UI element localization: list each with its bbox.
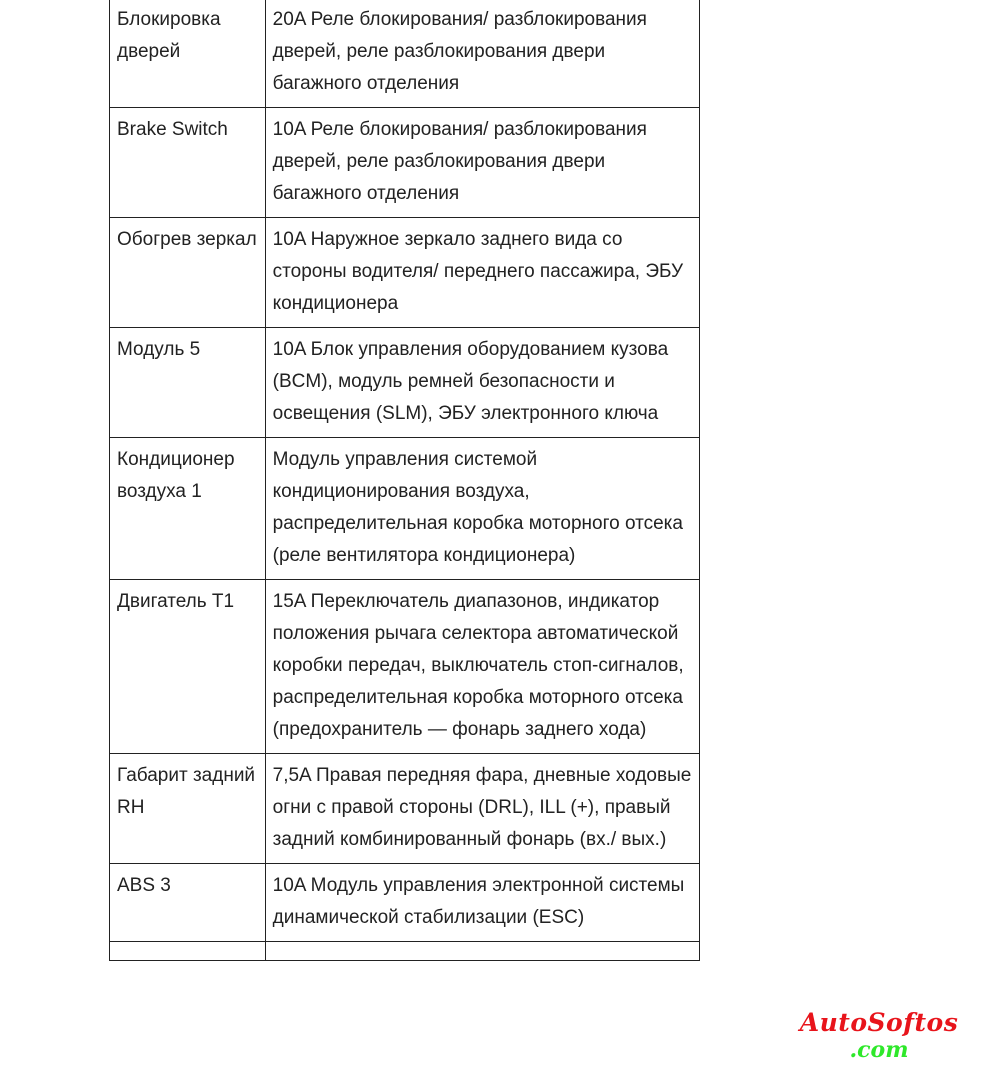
watermark-domain-text: .com (849, 1037, 909, 1063)
fuse-name-cell: Габарит задний RH (110, 754, 266, 864)
fuse-name-cell: Блокировка дверей (110, 0, 266, 108)
fuse-name-cell: Кондиционер воздуха 1 (110, 438, 266, 580)
fuse-name-cell: Brake Switch (110, 108, 266, 218)
fuse-description-cell: Модуль управления системой кондиционирования воздуха, распределительная коробка моторного отсека (реле вентилятора кондиционера) (265, 438, 699, 580)
fuse-description-cell: 10A Наружное зеркало заднего вида со стороны водителя/ переднего пассажира, ЭБУ кондиционера (265, 218, 699, 328)
fuse-description-cell: 20A Реле блокирования/ разблокирования дверей, реле разблокирования двери багажного отделения (265, 0, 699, 108)
table-row (110, 0, 700, 108)
table-row (110, 438, 700, 580)
watermark-brand-text: AutoSoftos (799, 1008, 959, 1037)
fuse-name-cell: ABS 3 (110, 864, 266, 942)
autosoftos-watermark-logo (784, 1010, 974, 1061)
table-row (110, 328, 700, 438)
fuse-name-cell: Модуль 5 (110, 328, 266, 438)
fuse-description-cell: 10A Реле блокирования/ разблокирования дверей, реле разблокирования двери багажного отделения (265, 108, 699, 218)
table-row (110, 218, 700, 328)
fuse-description-cell: 10A Блок управления оборудованием кузова (BCM), модуль ремней безопасности и освещения (SLM), ЭБУ электронного ключа (265, 328, 699, 438)
table-row-partial-bottom (110, 942, 700, 961)
fuse-description-cell: 10A Модуль управления электронной системы динамической стабилизации (ESC) (265, 864, 699, 942)
fuse-description-cell: 7,5A Правая передняя фара, дневные ходовые огни с правой стороны (DRL), ILL (+), правый задний комбинированный фонарь (вх./ вых.) (265, 754, 699, 864)
table-row (110, 754, 700, 864)
fuse-description-cell: 15A Переключатель диапазонов, индикатор положения рычага селектора автоматической коробки передач, выключатель стоп-сигналов, распределительная коробка моторного отсека (предохранитель — фонарь заднего хода) (265, 580, 699, 754)
fuse-table (109, 0, 700, 961)
fuse-name-cell (110, 942, 266, 961)
table-row (110, 580, 700, 754)
fuse-table-container (109, 0, 700, 961)
fuse-description-cell (265, 942, 699, 961)
fuse-name-cell: Обогрев зеркал (110, 218, 266, 328)
table-row (110, 864, 700, 942)
table-row (110, 108, 700, 218)
fuse-name-cell: Двигатель T1 (110, 580, 266, 754)
